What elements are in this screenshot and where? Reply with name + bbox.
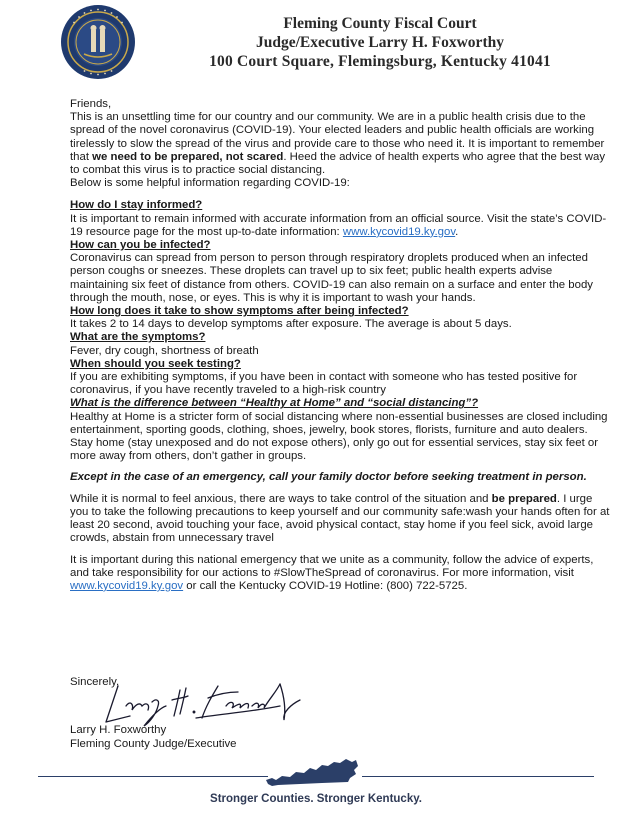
question-symptom-onset: How long does it take to show symptoms after being infected? bbox=[70, 305, 409, 318]
letterhead bbox=[170, 14, 590, 72]
letterhead-org: Fleming County Fiscal Court bbox=[283, 15, 477, 32]
resource-link[interactable]: www.kycovid19.ky.gov bbox=[342, 225, 456, 238]
question-symptoms: What are the symptoms? bbox=[70, 331, 206, 344]
answer-stay-informed bbox=[70, 213, 610, 239]
intro-text-1: This is an unsettling time for our country and our community. We are in a public health crisis due to the spread of the novel coronavirus (COVID-19). Your elected leaders and public health officials are working tirelessly to slow the spread of the virus and provide care to those who need it. It is important to remember that bbox=[70, 111, 605, 163]
answer-stay-informed-text: It is important to remain informed with accurate information from an official source. Visit the state’s COVID-19 resource page for the most up-to-date information: bbox=[70, 212, 607, 238]
signature-block bbox=[70, 723, 237, 751]
intro-text-2: . Heed the advice of health experts who agree that the best way to combat this virus is to practice social distancing. bbox=[70, 150, 606, 177]
question-infected: How can you be infected? bbox=[70, 239, 211, 252]
precautions-text-2: . I urge you to take the following precautions to keep yourself and our community safe:wash your hands often for at least 20 second, avoid touching your face, avoid physical contact, stay home if you feel sick, avoid large crowds, abstain from unnecessary travel bbox=[70, 492, 610, 545]
intro-lead: Below is some helpful information regarding COVID-19: bbox=[70, 177, 350, 190]
answer-testing: If you are exhibiting symptoms, if you have been in contact with someone who has tested positive for coronavirus, if you have recently traveled to a high-risk country bbox=[70, 371, 578, 397]
greeting: Friends, bbox=[70, 98, 112, 110]
answer-stay-informed-end: . bbox=[455, 225, 459, 238]
intro-paragraph bbox=[70, 111, 610, 177]
handwritten-signature bbox=[100, 676, 315, 728]
precautions-bold: be prepared bbox=[491, 492, 557, 505]
question-stay-informed: How do I stay informed? bbox=[70, 199, 203, 212]
closing-text-2: or call the Kentucky COVID-19 Hotline: (800) 722-5725. bbox=[183, 579, 468, 592]
closing-text-1: It is important during this national emergency that we unite as a community, follow the advice of experts, and take responsibility for our actions to #SlowTheSpread of coronavirus. For more information, visit bbox=[70, 553, 594, 579]
footer-tagline: Stronger Counties. Stronger Kentucky. bbox=[210, 793, 422, 805]
answer-healthy-at-home: Healthy at Home is a stricter form of social distancing where non-essential businesses are closed including entertainment, sporting goods, clothing, shoes, jewelry, book stores, florists, furniture and auto dealers. Stay home (stay unexposed and do not expose others), only go out for essential services, stay six feet or more away from others, don’t gather in groups. bbox=[70, 410, 608, 463]
signer-title: Fleming County Judge/Executive bbox=[70, 738, 237, 750]
answer-infected: Coronavirus can spread from person to person through respiratory droplets produced when an infected person coughs or sneezes. These droplets can travel up to six feet; public health experts advise maintaining six feet of distance from others. COVID-19 can also remain on a surface and enter the body through the mouth, nose, or eyes. This is why it is important to wash your hands. bbox=[70, 252, 593, 304]
letterhead-official: Judge/Executive Larry H. Foxworthy bbox=[256, 34, 504, 51]
kentucky-map-icon bbox=[262, 756, 362, 788]
precautions-paragraph bbox=[70, 493, 610, 546]
closing-salutation: Sincerely, bbox=[70, 676, 120, 688]
closing-paragraph bbox=[70, 554, 610, 594]
intro-bold: we need to be prepared, not scared bbox=[92, 150, 284, 163]
hotline-resource-link[interactable]: www.kycovid19.ky.gov bbox=[70, 579, 184, 592]
answer-symptoms: Fever, dry cough, shortness of breath bbox=[70, 344, 259, 357]
question-testing: When should you seek testing? bbox=[70, 357, 241, 370]
letterhead-address: 100 Court Square, Flemingsburg, Kentucky 41041 bbox=[209, 53, 551, 70]
question-healthy-at-home: What is the difference between “Healthy at Home” and “social distancing”? bbox=[70, 397, 479, 410]
answer-symptom-onset: It takes 2 to 14 days to develop symptoms after exposure. The average is about 5 days. bbox=[70, 318, 512, 331]
letter-body bbox=[70, 98, 610, 593]
footer-divider-right bbox=[362, 776, 594, 777]
emergency-notice: Except in the case of an emergency, call your family doctor before seeking treatment in person. bbox=[70, 471, 587, 484]
county-seal-icon bbox=[60, 4, 136, 80]
signer-name: Larry H. Foxworthy bbox=[70, 724, 167, 736]
precautions-text-1: While it is normal to feel anxious, there are ways to take control of the situation and bbox=[70, 492, 492, 505]
footer-divider-left bbox=[38, 776, 268, 777]
